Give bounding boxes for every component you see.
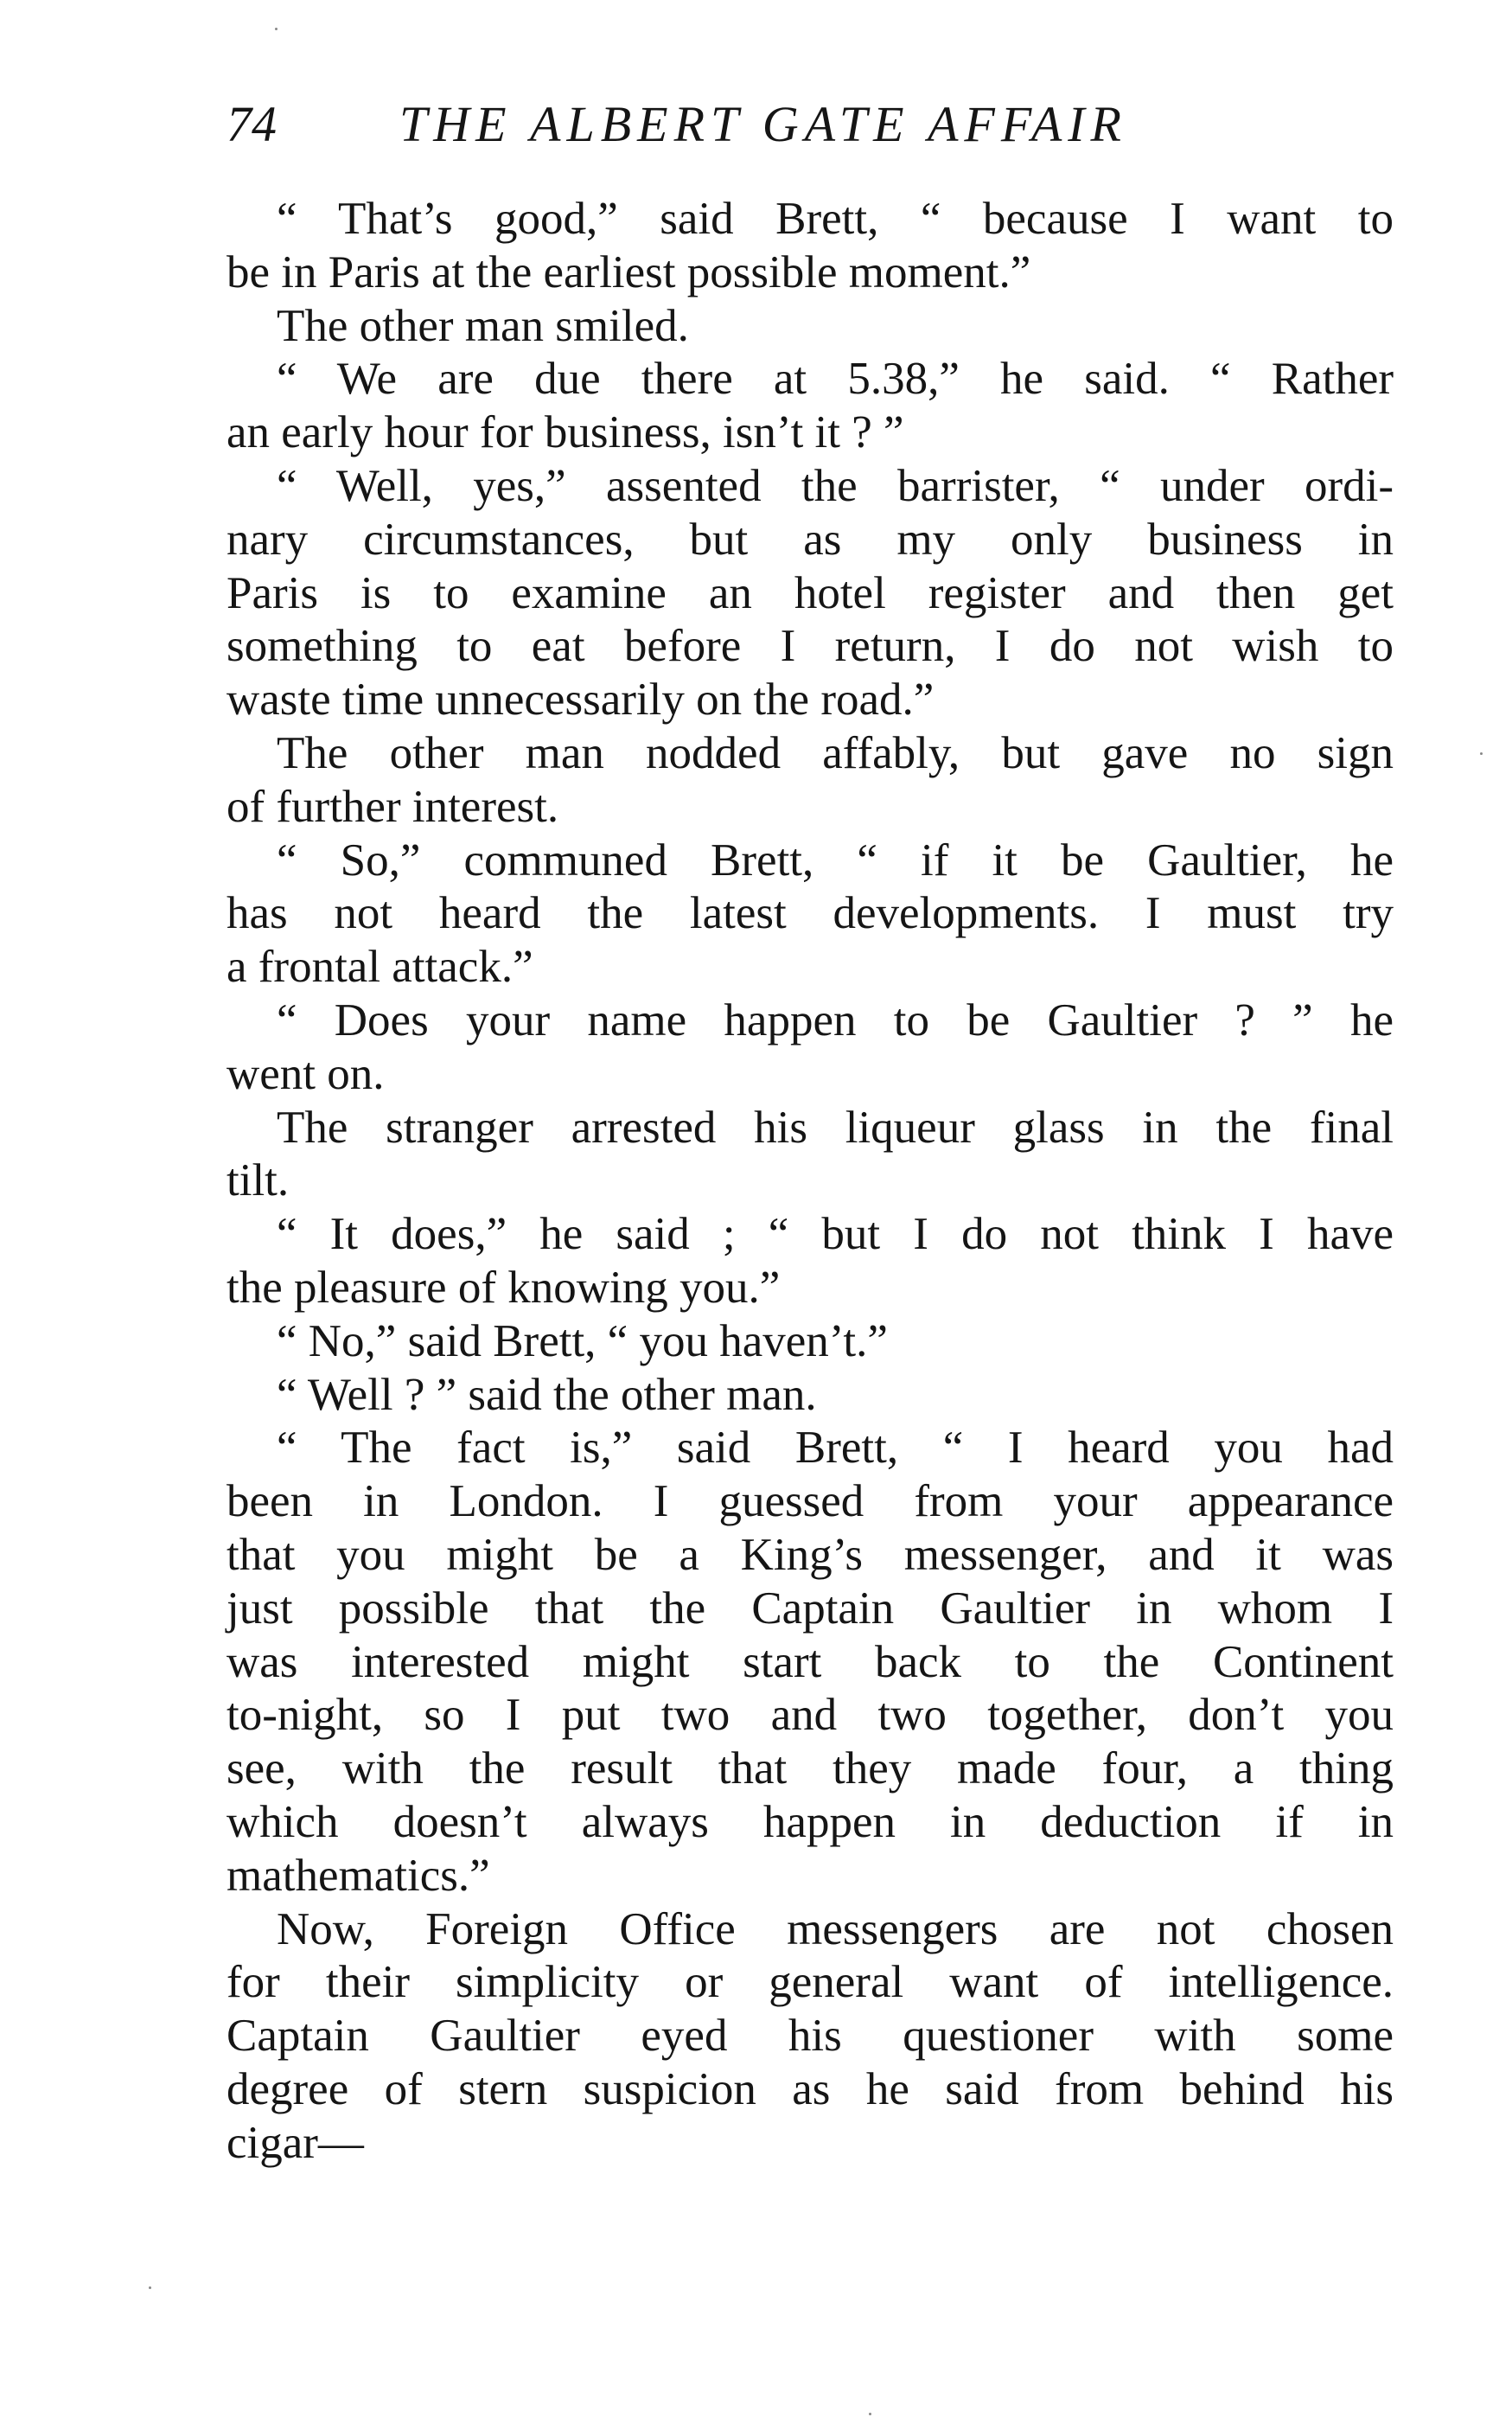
paragraph <box>226 1903 1394 2171</box>
text-line: Paris is to examine an hotel register and then get <box>226 567 1394 618</box>
text-line: something to eat before I return, I do not wish to <box>226 621 1394 672</box>
running-title: THE ALBERT GATE AFFAIR <box>399 96 1127 152</box>
text-line: has not heard the latest developments. I must try <box>226 888 1394 939</box>
paper-speck <box>869 2413 871 2415</box>
paragraph <box>226 1208 1394 1315</box>
paper-speck <box>149 2286 151 2289</box>
text-line: which doesn’t always happen in deduction if in <box>226 1796 1394 1847</box>
text-line: “ No,” said Brett, “ you haven’t.” <box>277 1315 888 1366</box>
text-line: an early hour for business, isn’t it ? ” <box>226 407 904 458</box>
text-line: just possible that the Captain Gaultier in whom I <box>226 1583 1394 1634</box>
text-line: tilt. <box>226 1155 290 1206</box>
text-line: see, with the result that they made four, a thing <box>226 1743 1394 1794</box>
text-line: The stranger arrested his liqueur glass in the final <box>277 1102 1394 1153</box>
paragraph <box>226 193 1394 300</box>
text-line: mathematics.” <box>226 1850 490 1901</box>
text-line: “ So,” communed Brett, “ if it be Gaultier, he <box>277 835 1394 886</box>
body-text <box>226 193 1394 2170</box>
text-line: to-night, so I put two and two together, don’t you <box>226 1690 1394 1741</box>
paragraph <box>226 1369 1394 1423</box>
paragraph <box>226 835 1394 994</box>
text-line: degree of stern suspicion as he said from behind his <box>226 2063 1394 2114</box>
text-line: a frontal attack.” <box>226 942 533 993</box>
text-line: waste time unnecessarily on the road.” <box>226 675 935 726</box>
text-line: been in London. I guessed from your appearance <box>226 1476 1394 1527</box>
text-line: The other man smiled. <box>277 300 689 351</box>
text-line: that you might be a King’s messenger, and it was <box>226 1529 1394 1580</box>
page-header <box>226 90 1394 159</box>
text-line: Now, Foreign Office messengers are not chosen <box>277 1903 1394 1954</box>
text-line: for their simplicity or general want of intelligence. <box>226 1957 1394 2008</box>
text-line: be in Paris at the earliest possible moment.” <box>226 246 1031 297</box>
paper-speck <box>1480 752 1483 755</box>
text-line: “ It does,” he said ; “ but I do not think I have <box>277 1209 1394 1260</box>
text-line: “ Well ? ” said the other man. <box>277 1369 817 1420</box>
paragraph <box>226 353 1394 460</box>
text-line: cigar— <box>226 2117 364 2168</box>
paragraph <box>226 727 1394 835</box>
text-line: Captain Gaultier eyed his questioner with some <box>226 2011 1394 2062</box>
page-number: 74 <box>226 96 277 152</box>
text-line: the pleasure of knowing you.” <box>226 1262 781 1313</box>
paragraph <box>226 1315 1394 1369</box>
text-line: “ Well, yes,” assented the barrister, “ under ordi- <box>277 460 1394 511</box>
text-line: of further interest. <box>226 781 559 832</box>
text-line: “ Does your name happen to be Gaultier ? ” he <box>277 994 1394 1046</box>
text-line: “ The fact is,” said Brett, “ I heard you had <box>277 1423 1394 1474</box>
paragraph <box>226 460 1394 727</box>
paragraph <box>226 1102 1394 1209</box>
text-line: was interested might start back to the Continent <box>226 1636 1394 1687</box>
text-line: “ That’s good,” said Brett, “ because I want to <box>277 194 1394 244</box>
paragraph <box>226 1422 1394 1902</box>
text-line: The other man nodded affably, but gave no sign <box>277 727 1394 778</box>
text-line: nary circumstances, but as my only business in <box>226 514 1394 565</box>
paper-speck <box>275 28 278 30</box>
text-line: went on. <box>226 1048 385 1099</box>
text-line: “ We are due there at 5.38,” he said. “ Rather <box>277 354 1394 405</box>
paragraph <box>226 994 1394 1102</box>
paragraph <box>226 300 1394 354</box>
